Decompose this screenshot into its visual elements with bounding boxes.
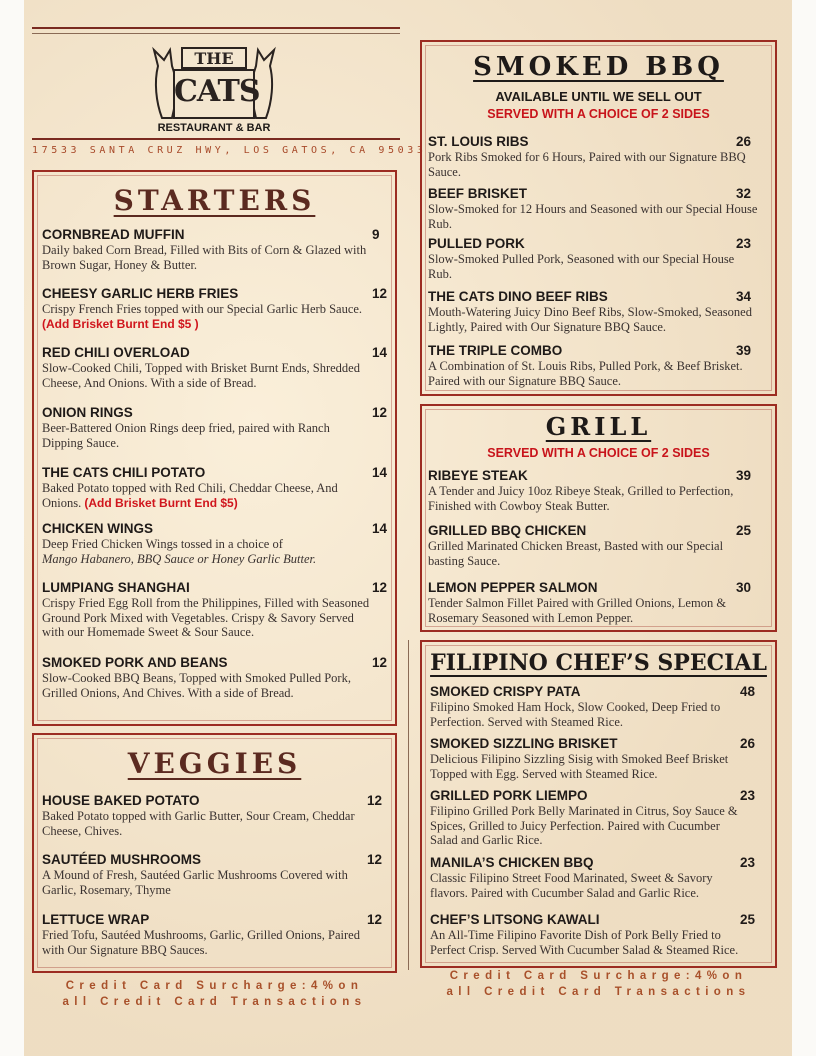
item-price: 39 bbox=[736, 343, 752, 358]
item-name: ONION RINGS bbox=[42, 405, 133, 420]
item-description bbox=[430, 752, 750, 781]
item-price: 30 bbox=[736, 580, 752, 595]
item-name: PULLED PORK bbox=[428, 236, 525, 251]
item-name: CHICKEN WINGS bbox=[42, 521, 153, 536]
item-description-text: Classic Filipino Street Food Marinated, Sweet & Savory flavors. Paired with Cucumber Salad and Garlic Rice. bbox=[430, 871, 713, 900]
item-price: 14 bbox=[372, 345, 388, 360]
surcharge-right-line1: Credit Card Surcharge:4%on bbox=[449, 970, 748, 982]
item-price: 12 bbox=[372, 655, 388, 670]
item-price: 26 bbox=[740, 736, 756, 751]
item-description-text: An All-Time Filipino Favorite Dish of Pork Belly Fried to Perfect Crisp. Served With Cucumber Salad & Steamed Rice. bbox=[430, 928, 739, 957]
item-description-text: Mouth-Watering Juicy Dino Beef Ribs, Slow-Smoked, Seasoned Lightly, Paired with Our Signature BBQ Sauce. bbox=[428, 305, 752, 334]
menu-item bbox=[42, 793, 383, 838]
item-price: 32 bbox=[736, 186, 752, 201]
item-price: 14 bbox=[372, 521, 388, 536]
item-description bbox=[430, 700, 750, 729]
item-description bbox=[430, 804, 750, 848]
top-rule bbox=[32, 27, 400, 29]
logo-the: THE bbox=[194, 49, 234, 68]
item-price: 12 bbox=[367, 912, 383, 927]
item-description-text: Crispy Fried Egg Roll from the Philippines, Filled with Seasoned Ground Pork Mixed with Vegetables. Crispy & Savory Served with our Homemade Sweet & Sour Sauce. bbox=[42, 596, 370, 639]
item-description-text: Delicious Filipino Sizzling Sisig with Smoked Beef Brisket Topped with Egg. Served with Steamed Rice. bbox=[430, 752, 729, 781]
item-description bbox=[428, 484, 748, 513]
menu-item bbox=[42, 580, 388, 640]
item-name: LEMON PEPPER SALMON bbox=[428, 580, 598, 595]
item-name: MANILA’S CHICKEN BBQ bbox=[430, 855, 594, 870]
menu-item bbox=[428, 580, 752, 625]
item-description bbox=[42, 361, 372, 390]
item-name: SMOKED SIZZLING BRISKET bbox=[430, 736, 618, 751]
logo bbox=[144, 42, 284, 134]
item-description bbox=[42, 809, 372, 838]
item-price: 25 bbox=[736, 523, 752, 538]
menu-item bbox=[42, 465, 388, 510]
item-name: THE CATS CHILI POTATO bbox=[42, 465, 206, 480]
grill-note: SERVED WITH A CHOICE OF 2 SIDES bbox=[487, 446, 710, 460]
item-price: 25 bbox=[740, 912, 756, 927]
menu-item bbox=[42, 405, 388, 450]
item-price: 34 bbox=[736, 289, 752, 304]
item-name: ST. LOUIS RIBS bbox=[428, 134, 529, 149]
item-description-text: Crispy French Fries topped with our Special Garlic Herb Sauce. bbox=[42, 302, 363, 316]
menu-item bbox=[42, 912, 383, 957]
menu-item bbox=[428, 289, 758, 334]
item-description-text: Pork Ribs Smoked for 6 Hours, Paired with our Signature BBQ Sauce. bbox=[428, 150, 746, 179]
item-addon: (Add Brisket Burnt End $5) bbox=[84, 495, 238, 510]
item-description-text: Grilled Marinated Chicken Breast, Basted with our Special basting Sauce. bbox=[428, 539, 724, 568]
item-price: 39 bbox=[736, 468, 752, 483]
item-name: BEEF BRISKET bbox=[428, 186, 528, 201]
menu-page bbox=[24, 0, 792, 1056]
veggies-title: VEGGIES bbox=[127, 747, 302, 780]
menu-item bbox=[430, 912, 756, 957]
item-price: 23 bbox=[736, 236, 752, 251]
item-description bbox=[42, 928, 372, 957]
menu-item bbox=[430, 855, 756, 900]
item-name: HOUSE BAKED POTATO bbox=[42, 793, 200, 808]
item-description-text: Beer-Battered Onion Rings deep fried, paired with Ranch Dipping Sauce. bbox=[42, 421, 330, 450]
item-description bbox=[42, 243, 372, 272]
menu-item bbox=[430, 684, 756, 729]
item-name: GRILLED PORK LIEMPO bbox=[430, 788, 588, 803]
item-description bbox=[428, 202, 758, 231]
item-description-text: A Combination of St. Louis Ribs, Pulled Pork, & Beef Brisket. Paired with our Signature BBQ Sauce. bbox=[428, 359, 743, 388]
item-description bbox=[42, 421, 372, 450]
item-price: 23 bbox=[740, 788, 756, 803]
header-rule bbox=[32, 138, 400, 140]
item-description bbox=[42, 596, 372, 640]
menu-item bbox=[428, 186, 758, 231]
filipino-title: FILIPINO CHEF’S SPECIAL bbox=[430, 650, 767, 676]
item-description-text: Filipino Smoked Ham Hock, Slow Cooked, Deep Fried to Perfection. Served with Steamed Rice. bbox=[430, 700, 721, 729]
item-description bbox=[42, 537, 372, 566]
menu-item bbox=[428, 468, 752, 513]
surcharge-left bbox=[32, 978, 397, 1010]
column-divider bbox=[408, 640, 409, 970]
surcharge-right bbox=[420, 968, 777, 1000]
menu-item bbox=[430, 736, 756, 781]
menu-item bbox=[42, 655, 388, 700]
item-description bbox=[428, 596, 748, 625]
item-description-text: Daily baked Corn Bread, Filled with Bits of Corn & Glazed with Brown Sugar, Honey & Butter. bbox=[42, 243, 367, 272]
item-name: RIBEYE STEAK bbox=[428, 468, 528, 483]
item-name: SAUTÉED MUSHROOMS bbox=[42, 852, 202, 867]
item-price: 12 bbox=[367, 852, 383, 867]
top-rule-thin bbox=[32, 33, 400, 34]
item-price: 12 bbox=[372, 405, 388, 420]
item-description-text: A Mound of Fresh, Sautéed Garlic Mushrooms Covered with Garlic, Rosemary, Thyme bbox=[42, 868, 348, 897]
item-description-text: Baked Potato topped with Red Chili, Cheddar Cheese, And Onions. bbox=[42, 481, 338, 510]
item-name: SMOKED CRISPY PATA bbox=[430, 684, 581, 699]
address: 17533 SANTA CRUZ HWY, LOS GATOS, CA 95033 bbox=[32, 145, 427, 156]
item-price: 12 bbox=[367, 793, 383, 808]
item-description bbox=[428, 305, 758, 334]
item-description bbox=[428, 359, 758, 388]
item-name: RED CHILI OVERLOAD bbox=[42, 345, 190, 360]
item-description-text: Slow-Cooked Chili, Topped with Brisket Burnt Ends, Shredded Cheese, And Onions. With a side of Bread. bbox=[42, 361, 360, 390]
item-description bbox=[428, 539, 748, 568]
menu-item bbox=[428, 236, 758, 281]
item-description-text: Slow-Cooked BBQ Beans, Topped with Smoked Pulled Pork, Grilled Onions, And Chives. With a side of Bread. bbox=[42, 671, 351, 700]
bbq-note: SERVED WITH A CHOICE OF 2 SIDES bbox=[487, 107, 710, 121]
menu-item bbox=[428, 523, 752, 568]
item-description-text: Slow-Smoked for 12 Hours and Seasoned with our Special House Rub. bbox=[428, 202, 758, 231]
surcharge-left-line1: Credit Card Surcharge:4%on bbox=[65, 980, 364, 992]
menu-item bbox=[42, 227, 380, 272]
menu-item bbox=[42, 286, 388, 331]
menu-item bbox=[42, 852, 383, 897]
item-description bbox=[430, 871, 750, 900]
menu-item bbox=[430, 788, 756, 848]
logo-cats: CATS bbox=[174, 74, 260, 109]
surcharge-right-line2: all Credit Card Transactions bbox=[446, 986, 751, 998]
menu-item bbox=[428, 343, 758, 388]
item-name: CORNBREAD MUFFIN bbox=[42, 227, 185, 242]
item-description-text: A Tender and Juicy 10oz Ribeye Steak, Grilled to Perfection, Finished with Cowboy Steak Butter. bbox=[428, 484, 734, 513]
item-addon: (Add Brisket Burnt End $5 ) bbox=[42, 316, 199, 331]
item-name: CHEESY GARLIC HERB FRIES bbox=[42, 286, 239, 301]
menu-item bbox=[428, 134, 758, 179]
item-price: 9 bbox=[372, 227, 380, 242]
logo-subtitle: RESTAURANT & BAR bbox=[157, 122, 271, 134]
item-price: 12 bbox=[372, 580, 388, 595]
grill-title: GRILL bbox=[545, 412, 652, 441]
item-description-text: Baked Potato topped with Garlic Butter, Sour Cream, Cheddar Cheese, Chives. bbox=[42, 809, 355, 838]
item-price: 48 bbox=[740, 684, 756, 699]
item-description bbox=[42, 671, 372, 700]
item-description-text: Deep Fried Chicken Wings tossed in a choice of bbox=[42, 537, 283, 551]
menu-item bbox=[42, 521, 388, 566]
bbq-title: SMOKED BBQ bbox=[473, 52, 724, 82]
item-name: CHEF’S LITSONG KAWALI bbox=[430, 912, 600, 927]
item-name: SMOKED PORK AND BEANS bbox=[42, 655, 228, 670]
starters-title: STARTERS bbox=[113, 184, 316, 217]
item-name: THE TRIPLE COMBO bbox=[428, 343, 563, 358]
item-description-text: Filipino Grilled Pork Belly Marinated in Citrus, Soy Sauce & Spices, Grilled to Juicy Perfection. Paired with Cucumber Salad and Garlic Rice. bbox=[430, 804, 738, 847]
item-price: 12 bbox=[372, 286, 388, 301]
item-description bbox=[42, 302, 372, 331]
item-name: LUMPIANG SHANGHAI bbox=[42, 580, 190, 595]
bbq-subtitle: AVAILABLE UNTIL WE SELL OUT bbox=[495, 89, 702, 104]
item-price: 26 bbox=[736, 134, 752, 149]
item-description-text: Tender Salmon Fillet Paired with Grilled Onions, Lemon & Rosemary Seasoned with Lemon Pepper. bbox=[428, 596, 727, 625]
item-price: 23 bbox=[740, 855, 756, 870]
surcharge-left-line2: all Credit Card Transactions bbox=[62, 996, 367, 1008]
item-price: 14 bbox=[372, 465, 388, 480]
item-description-text: Fried Tofu, Sautéed Mushrooms, Garlic, Grilled Onions, Paired with Our Signature BBQ Sauces. bbox=[42, 928, 360, 957]
item-description bbox=[428, 252, 758, 281]
item-description-italic: Mango Habanero, BBQ Sauce or Honey Garlic Butter. bbox=[42, 551, 317, 566]
item-description bbox=[42, 481, 372, 510]
item-description bbox=[430, 928, 750, 957]
item-description bbox=[428, 150, 758, 179]
item-description-text: Slow-Smoked Pulled Pork, Seasoned with our Special House Rub. bbox=[428, 252, 735, 281]
item-name: THE CATS DINO BEEF RIBS bbox=[428, 289, 608, 304]
item-name: LETTUCE WRAP bbox=[42, 912, 150, 927]
menu-item bbox=[42, 345, 388, 390]
item-name: GRILLED BBQ CHICKEN bbox=[428, 523, 587, 538]
item-description bbox=[42, 868, 372, 897]
